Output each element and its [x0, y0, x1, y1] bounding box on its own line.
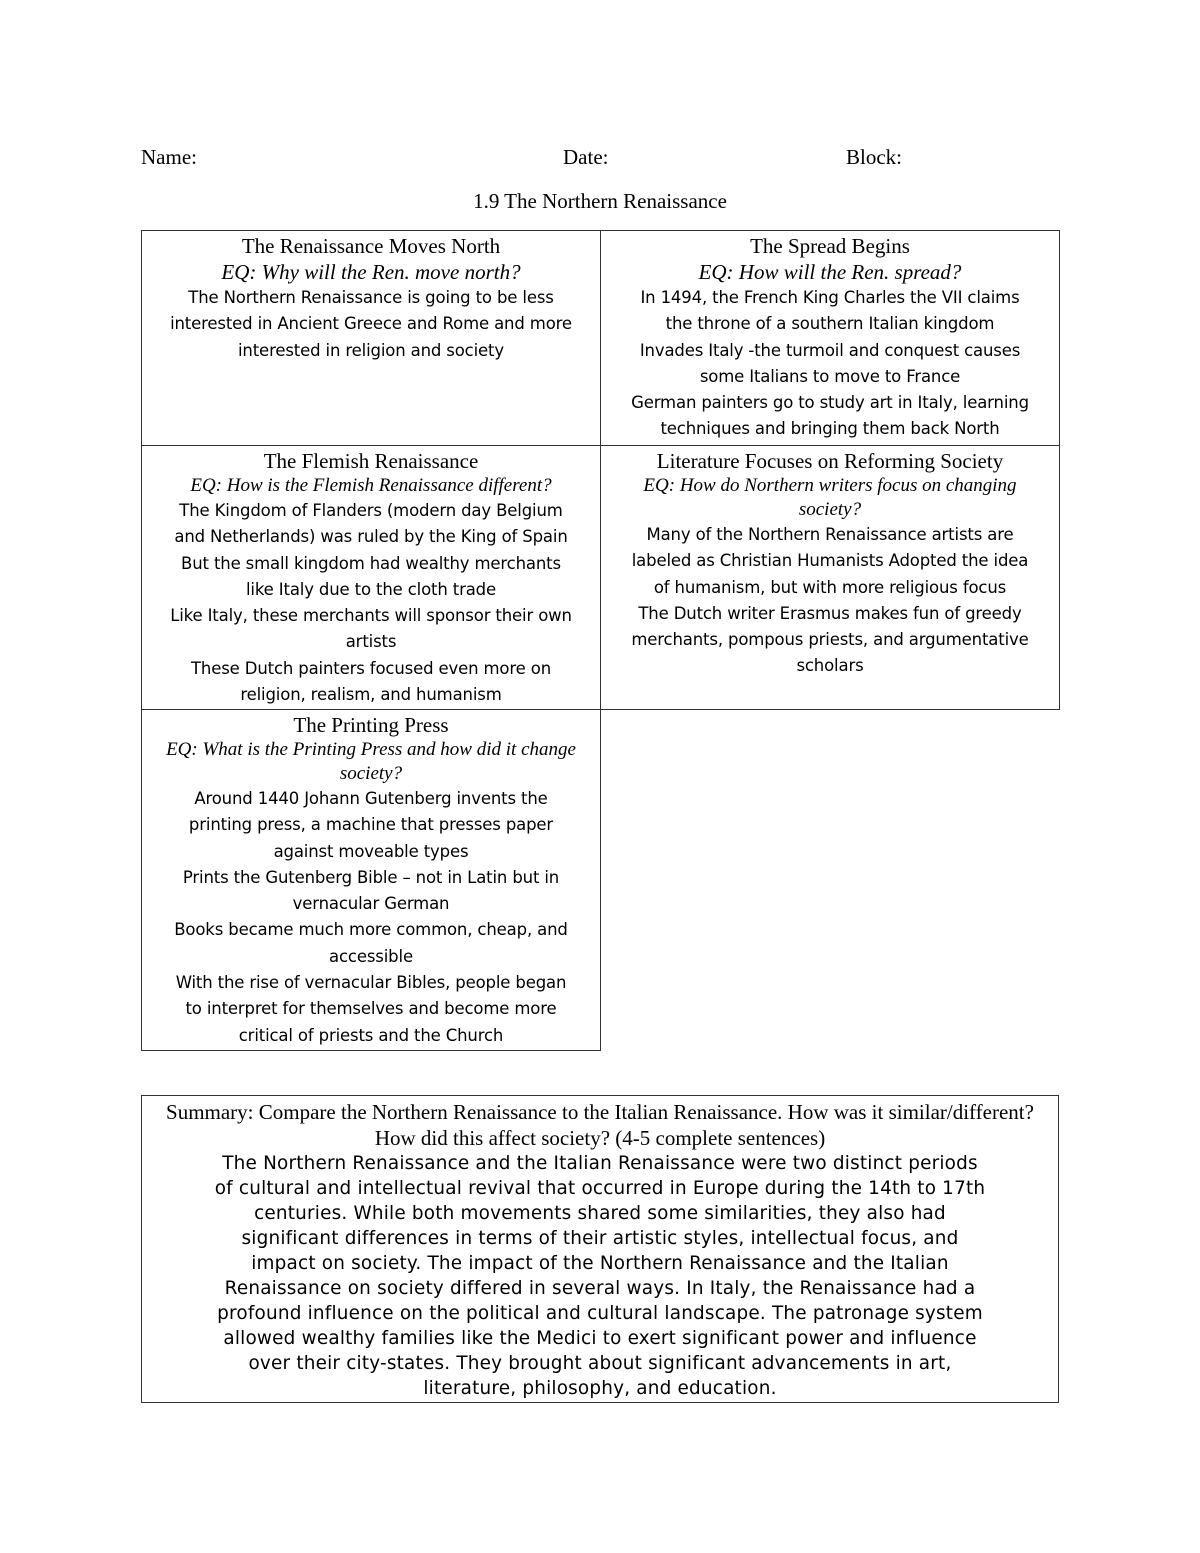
cell-body-line: The Northern Renaissance is going to be less — [188, 288, 554, 307]
cell-body-line: interested in Ancient Greece and Rome and more — [170, 314, 572, 334]
cell-body-line: printing press, a machine that presses paper — [188, 815, 554, 835]
notes-table — [141, 230, 1060, 1051]
cell-body-line: like Italy due to the cloth trade — [246, 579, 496, 599]
summary-line: centuries. While both movements shared some similarities, they also had — [254, 1203, 946, 1224]
cell-flemish-renaissance — [142, 446, 601, 710]
cell-literature-reforming-society — [601, 446, 1060, 710]
cell-body-line: These Dutch painters focused even more on — [190, 658, 552, 678]
cell-body-line: The Dutch writer Erasmus makes fun of greedy — [638, 603, 1022, 623]
summary-answer — [156, 1151, 1044, 1401]
cell-printing-press — [142, 710, 601, 1051]
cell-body-line: and Netherlands) was ruled by the King of Spain — [174, 527, 568, 547]
cell-body-line: Prints the Gutenberg Bible – not in Latin but in — [182, 867, 560, 887]
summary-line: Renaissance on society differed in several ways. In Italy, the Renaissance had a — [224, 1278, 976, 1299]
cell-eq: EQ: What is the Printing Press and how did it change society? — [166, 739, 576, 784]
cell-title: Literature Focuses on Reforming Society — [656, 449, 1004, 473]
cell-body-line: some Italians to move to France — [699, 366, 961, 386]
cell-renaissance-moves-north — [142, 231, 601, 446]
empty-cell — [601, 710, 1060, 1051]
cell-body-line: vernacular German — [292, 894, 450, 914]
cell-body-line: German painters go to study art in Italy, learning — [631, 393, 1029, 413]
cell-body-line: Around 1440 Johann Gutenberg invents the — [194, 789, 548, 808]
summary-line: The Northern Renaissance and the Italian Renaissance were two distinct periods — [222, 1153, 978, 1174]
cell-title: The Flemish Renaissance — [263, 449, 479, 473]
summary-line: of cultural and intellectual revival that occurred in Europe during the 14th to 17th — [214, 1178, 986, 1199]
cell-body-line: But the small kingdom had wealthy merchants — [181, 553, 561, 573]
cell-eq: EQ: How is the Flemish Renaissance different? — [190, 475, 552, 496]
cell-title: The Renaissance Moves North — [241, 234, 501, 258]
cell-body-line: of humanism, but with more religious focus — [653, 577, 1007, 597]
cell-body-line: religion, realism, and humanism — [240, 685, 502, 705]
cell-eq: EQ: How will the Ren. spread? — [698, 260, 962, 284]
date-label: Date: — [563, 145, 609, 169]
cell-title: The Spread Begins — [750, 234, 910, 258]
cell-body-line: merchants, pompous priests, and argumentative — [631, 630, 1029, 650]
cell-title: The Printing Press — [293, 713, 449, 737]
cell-body-line: scholars — [796, 656, 864, 676]
cell-body-line: interested in religion and society — [238, 340, 504, 360]
cell-body-line: With the rise of vernacular Bibles, people began — [175, 973, 567, 993]
name-label: Name: — [141, 145, 197, 169]
cell-spread-begins — [601, 231, 1060, 446]
cell-body-line: to interpret for themselves and become more — [185, 999, 557, 1019]
cell-eq: EQ: How do Northern writers focus on changing society? — [643, 475, 1017, 520]
cell-body-line: labeled as Christian Humanists Adopted the idea — [631, 551, 1029, 571]
cell-body-line: Books became much more common, cheap, and — [174, 920, 568, 940]
cell-body-line: critical of priests and the Church — [238, 1025, 504, 1045]
cell-body-line: In 1494, the French King Charles the VII claims — [640, 288, 1020, 307]
summary-line: impact on society. The impact of the Northern Renaissance and the Italian — [251, 1253, 949, 1274]
cell-body-line: The Kingdom of Flanders (modern day Belgium — [179, 501, 563, 520]
summary-line: significant differences in terms of their artistic styles, intellectual focus, and — [241, 1228, 959, 1249]
cell-body-line: Many of the Northern Renaissance artists are — [646, 525, 1014, 544]
block-label: Block: — [846, 145, 902, 169]
page-title: 1.9 The Northern Renaissance — [473, 189, 727, 213]
summary-line: profound influence on the political and cultural landscape. The patronage system — [217, 1303, 983, 1324]
cell-eq: EQ: Why will the Ren. move north? — [221, 260, 521, 284]
cell-body-line: the throne of a southern Italian kingdom — [665, 314, 995, 334]
summary-line: literature, philosophy, and education. — [423, 1378, 777, 1399]
summary-line: over their city-states. They brought about significant advancements in art, — [248, 1353, 952, 1374]
summary-box — [141, 1095, 1059, 1403]
cell-body-line: Like Italy, these merchants will sponsor their own — [170, 606, 572, 626]
cell-body-line: accessible — [329, 946, 413, 966]
summary-line: allowed wealthy families like the Medici to exert significant power and influence — [223, 1328, 977, 1349]
cell-body-line: artists — [345, 632, 397, 652]
summary-prompt: Summary: Compare the Northern Renaissance to the Italian Renaissance. How was it similar/different? How did this affect society? (4-5 complete sentences) — [166, 1100, 1034, 1150]
cell-body-line: techniques and bringing them back North — [660, 419, 1000, 439]
cell-body-line: Invades Italy -the turmoil and conquest causes — [639, 340, 1021, 360]
cell-body-line: against moveable types — [273, 841, 469, 861]
